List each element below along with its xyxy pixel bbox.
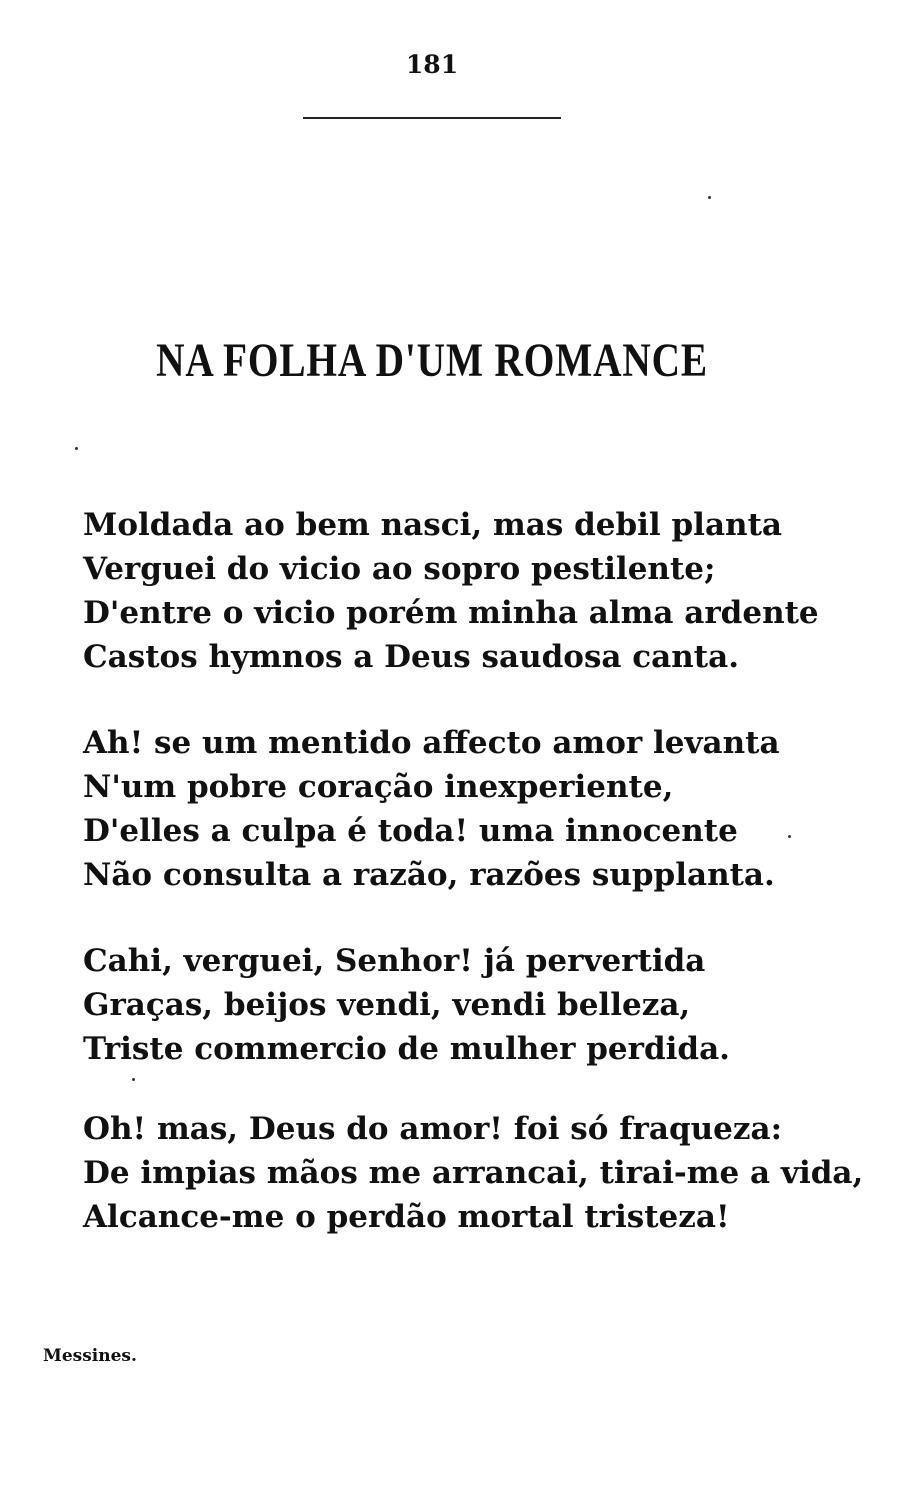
poem-line: Moldada ao bem nasci, mas debil planta — [83, 507, 782, 543]
page-number: 181 — [405, 50, 459, 79]
poem-body — [83, 503, 863, 1281]
poem-line: Castos hymnos a Deus saudosa canta. — [83, 639, 739, 675]
scan-speck — [75, 447, 78, 450]
scan-speck — [708, 196, 711, 199]
poem-line: Ah! se um mentido affecto amor levanta — [83, 725, 780, 761]
header-rule — [303, 117, 561, 119]
poem-line: Oh! mas, Deus do amor! foi só fraqueza: — [83, 1111, 783, 1147]
poem-line: Triste commercio de mulher perdida. — [83, 1031, 730, 1067]
scan-speck — [132, 1078, 135, 1081]
stanza-2 — [83, 721, 863, 897]
poem-title: NA FOLHA D'UM ROMANCE — [156, 334, 708, 387]
author-signature: Messines. — [43, 1346, 137, 1366]
scan-speck — [788, 835, 791, 838]
poem-line: Alcance-me o perdão mortal tristeza! — [83, 1199, 730, 1235]
poem-line: D'elles a culpa é toda! uma innocente — [83, 813, 738, 849]
poem-line: N'um pobre coração inexperiente, — [83, 769, 674, 805]
poem-line: D'entre o vicio porém minha alma ardente — [83, 595, 819, 631]
poem-line: Não consulta a razão, razões supplanta. — [83, 857, 775, 893]
poem-line: De impias mãos me arrancai, tirai-me a vida, — [83, 1155, 864, 1191]
poem-line: Verguei do vicio ao sopro pestilente; — [83, 551, 716, 587]
poem-line: Cahi, verguei, Senhor! já pervertida — [83, 943, 706, 979]
stanza-3 — [83, 939, 863, 1071]
stanza-1 — [83, 503, 863, 679]
stanza-4 — [83, 1107, 863, 1239]
poem-line: Graças, beijos vendi, vendi belleza, — [83, 987, 691, 1023]
